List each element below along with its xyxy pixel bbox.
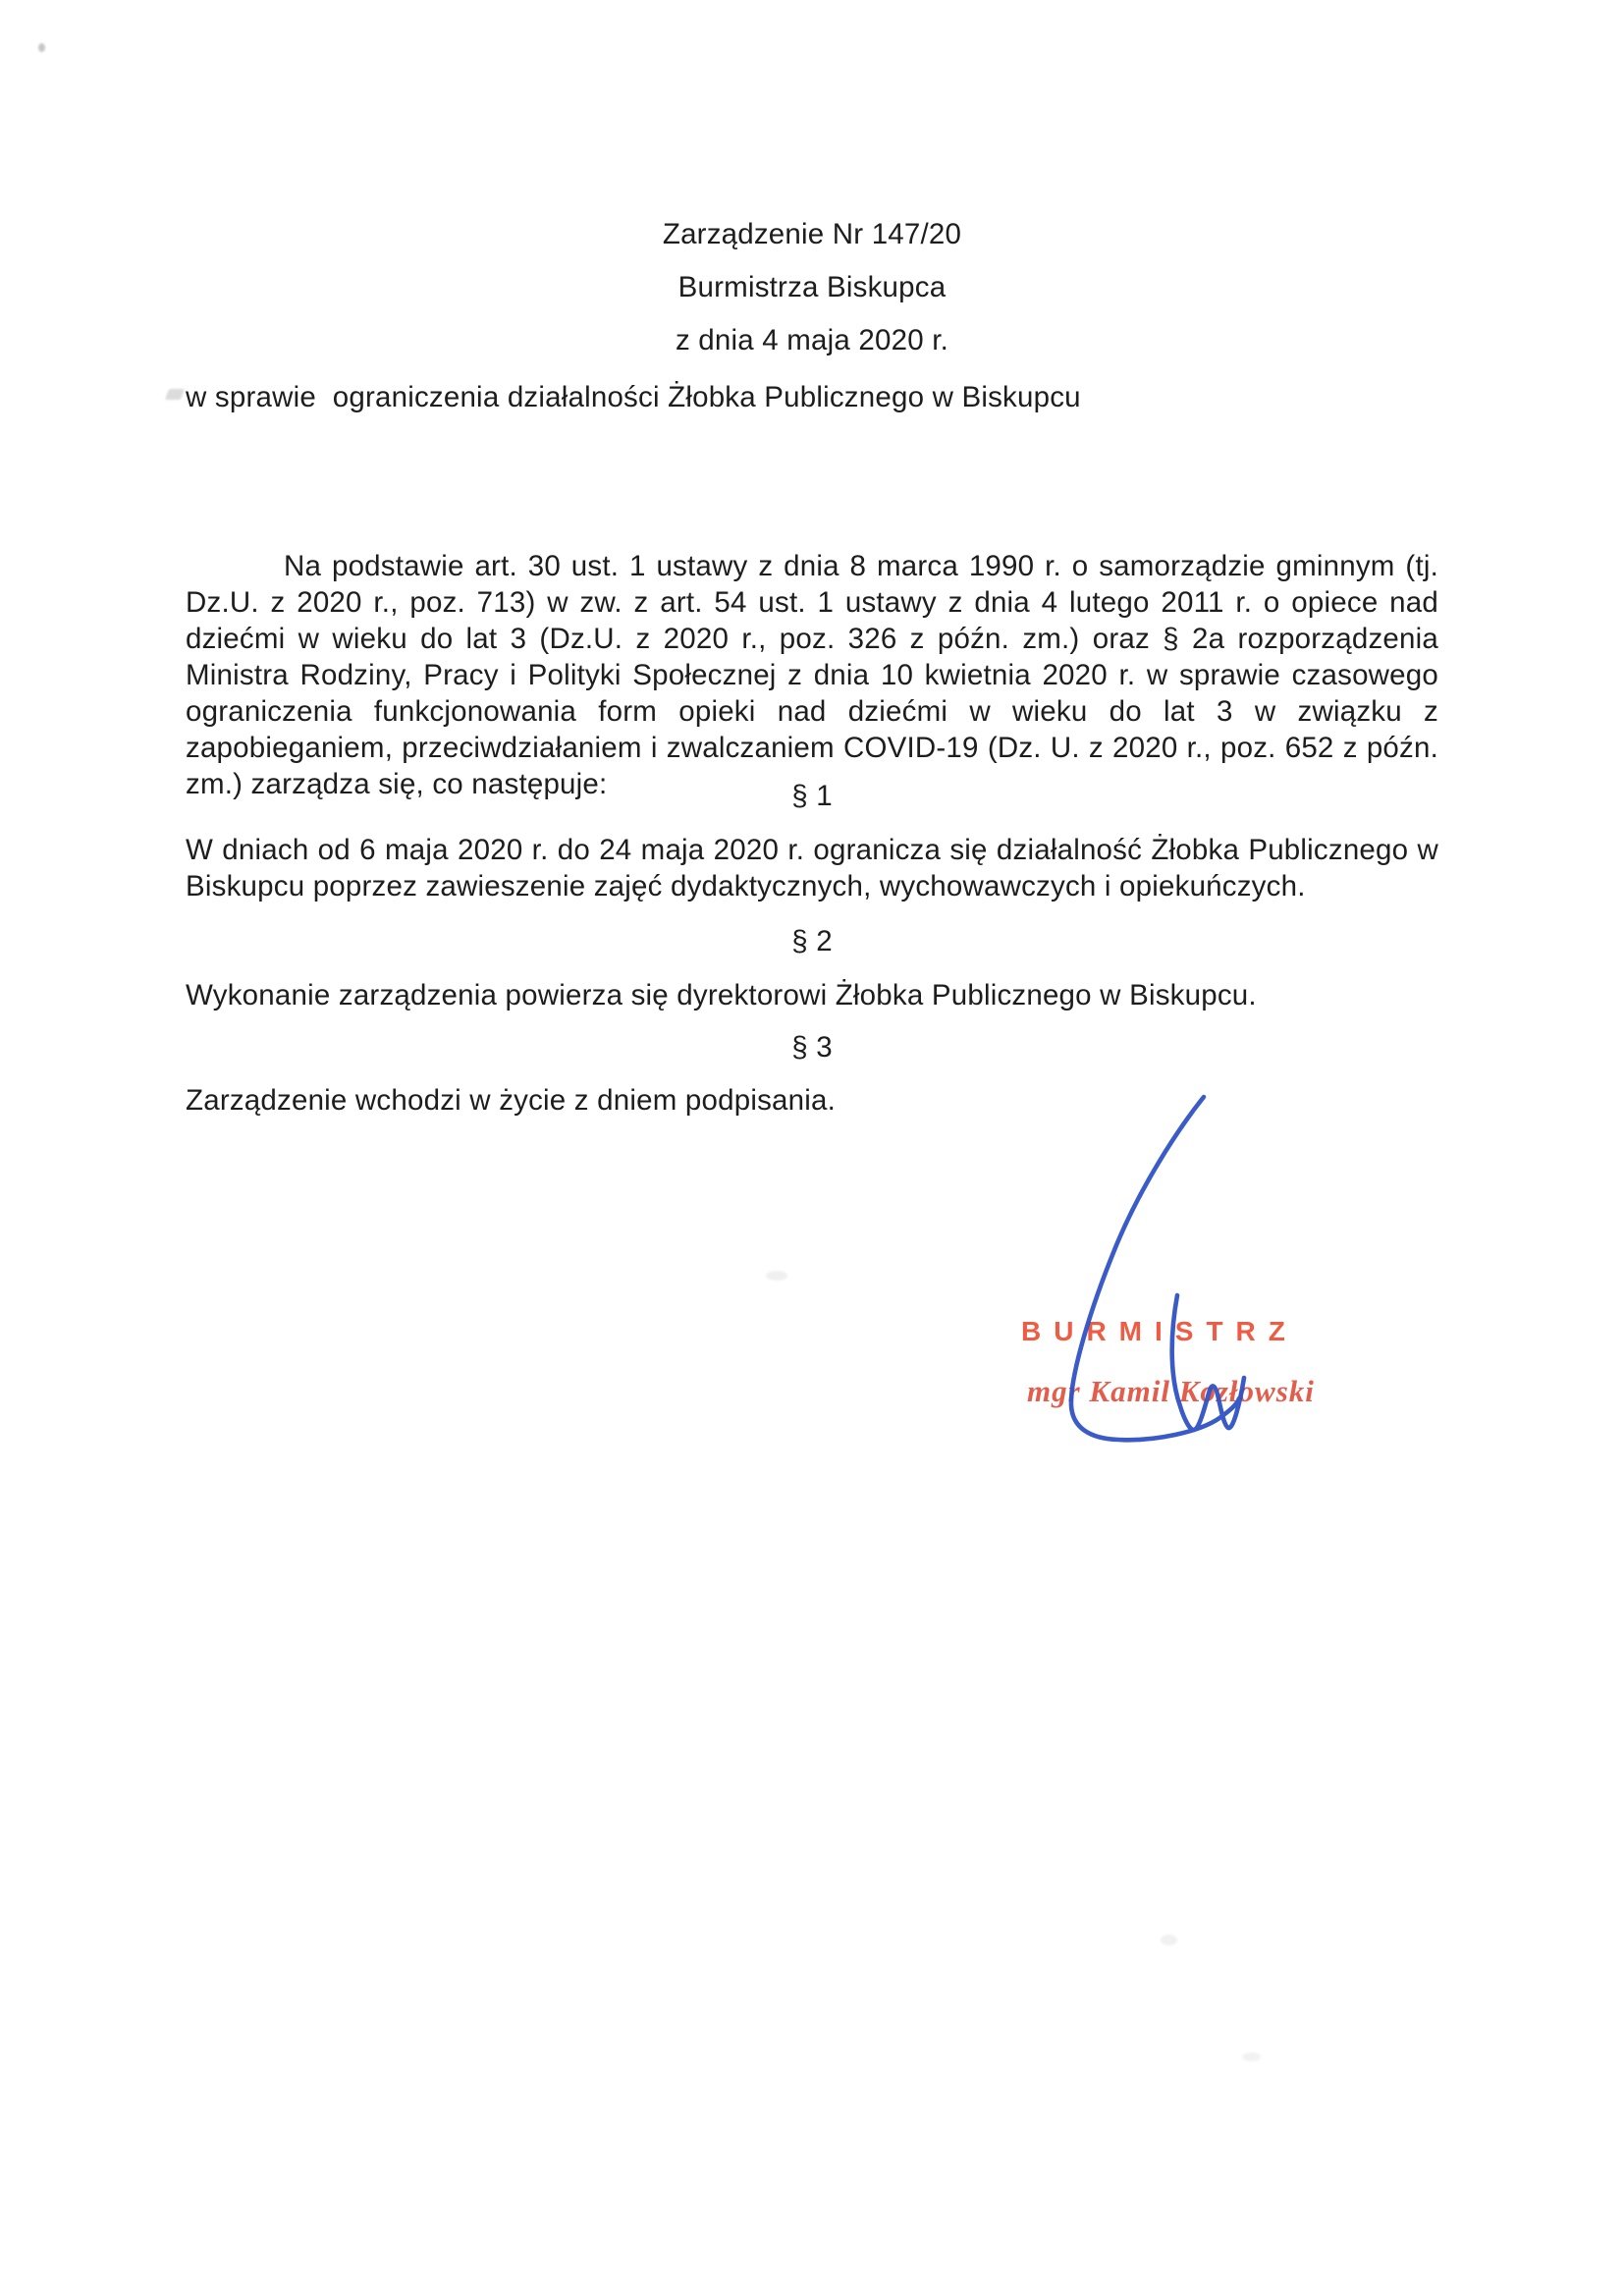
ordinance-date: z dnia 4 maja 2020 r.	[675, 324, 949, 356]
scan-smudge	[1161, 1935, 1177, 1945]
ordinance-title: Zarządzenie Nr 147/20	[662, 218, 962, 250]
section-1-mark: § 1	[791, 780, 833, 812]
scan-speck	[165, 389, 185, 400]
legal-basis-paragraph: Na podstawie art. 30 ust. 1 ustawy z dnia 8 marca 1990 r. o samorządzie gminnym (tj. Dz.U. z 2020 r., poz. 713) w zw. z art. 54 ust. 1 ustawy z dnia 4 lutego 2011 r. o opiece nad dziećmi w wieku do lat 3 (Dz.U. z 2020 r., poz. 326 z późn. zm.) oraz § 2a rozporządzenia Ministra Rodziny, Pracy i Polityki Społecznej z dnia 10 kwietnia 2020 r. w sprawie czasowego ograniczenia funkcjonowania form opieki nad dziećmi w wieku do lat 3 w związku z zapobieganiem, przeciwdziałaniem i zwalczaniem COVID-19 (Dz. U. z 2020 r., poz. 652 z późn. zm.) zarządza się, co następuje:	[186, 550, 1438, 800]
mayor-stamp-name: mgr Kamil Kozłowski	[1027, 1374, 1315, 1408]
scan-speck	[38, 43, 45, 52]
section-2-mark: § 2	[791, 925, 833, 957]
scan-smudge	[1242, 2052, 1261, 2061]
section-2-text: Wykonanie zarządzenia powierza się dyrektorowi Żłobka Publicznego w Biskupcu.	[186, 979, 1257, 1011]
ordinance-subject: w sprawie ograniczenia działalności Żłobka Publicznego w Biskupcu	[186, 381, 1081, 413]
handwritten-signature-icon	[1041, 1075, 1267, 1458]
ordinance-issuer: Burmistrza Biskupca	[677, 271, 947, 303]
scan-smudge	[766, 1271, 787, 1281]
section-3-text: Zarządzenie wchodzi w życie z dniem podpisania.	[186, 1084, 837, 1117]
mayor-stamp-title: BURMISTRZ	[1021, 1316, 1298, 1346]
section-1-text: W dniach od 6 maja 2020 r. do 24 maja 2020 r. ogranicza się działalność Żłobka Publicznego w Biskupcu poprzez zawieszenie zajęć dydaktycznych, wychowawczych i opiekuńczych.	[186, 834, 1438, 902]
section-3-mark: § 3	[791, 1031, 833, 1064]
